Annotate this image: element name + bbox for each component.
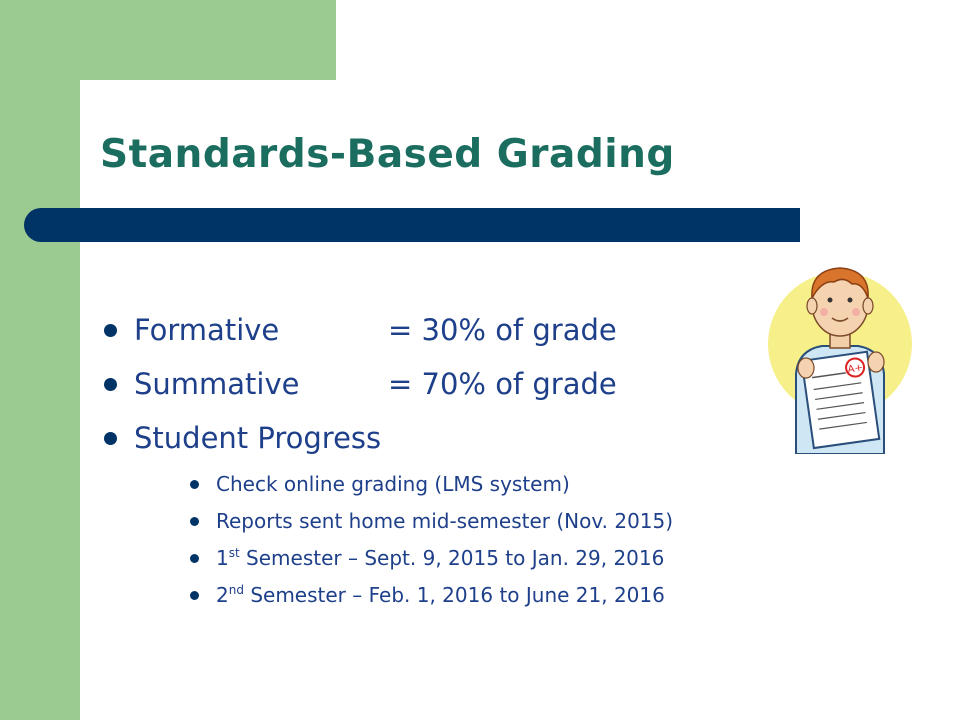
bullet-value: = 30% of grade	[388, 313, 617, 347]
ordinal-number: 1	[216, 546, 229, 570]
sub-bullet-text	[216, 540, 664, 576]
title-underline-bar	[24, 208, 800, 242]
sub-bullet-dot-icon	[190, 554, 199, 563]
bullet-value: = 70% of grade	[388, 367, 617, 401]
rounded-corner	[80, 80, 140, 140]
bullet-dot-icon	[104, 378, 117, 391]
sub-bullet-text	[216, 577, 665, 613]
sub-bullet-text: Reports sent home mid-semester (Nov. 2015)	[216, 509, 674, 533]
sub-bullet-dot-icon	[190, 480, 199, 489]
green-side-band	[0, 0, 80, 720]
sub-bullet-text: Check online grading (LMS system)	[216, 472, 570, 496]
ordinal-number: 2	[216, 583, 229, 607]
bullet-label: Formative	[134, 313, 280, 347]
bullet-dot-icon	[104, 432, 117, 445]
bullet-dot-icon	[104, 324, 117, 337]
slide-title: Standards-Based Grading	[100, 132, 675, 177]
student-report-card-clipart	[760, 254, 920, 454]
semester-dates: Semester – Sept. 9, 2015 to Jan. 29, 2016	[239, 546, 665, 570]
grade-mark: A+	[846, 362, 864, 376]
sub-bullet-dot-icon	[190, 517, 199, 526]
semester-dates: Semester – Feb. 1, 2016 to June 21, 2016	[243, 583, 665, 607]
ordinal-suffix: st	[228, 546, 240, 560]
bullet-label: Student Progress	[134, 421, 382, 455]
bullet-label: Summative	[134, 367, 300, 401]
green-top-band	[80, 0, 336, 80]
ordinal-suffix: nd	[228, 583, 244, 597]
sub-bullet-dot-icon	[190, 591, 199, 600]
